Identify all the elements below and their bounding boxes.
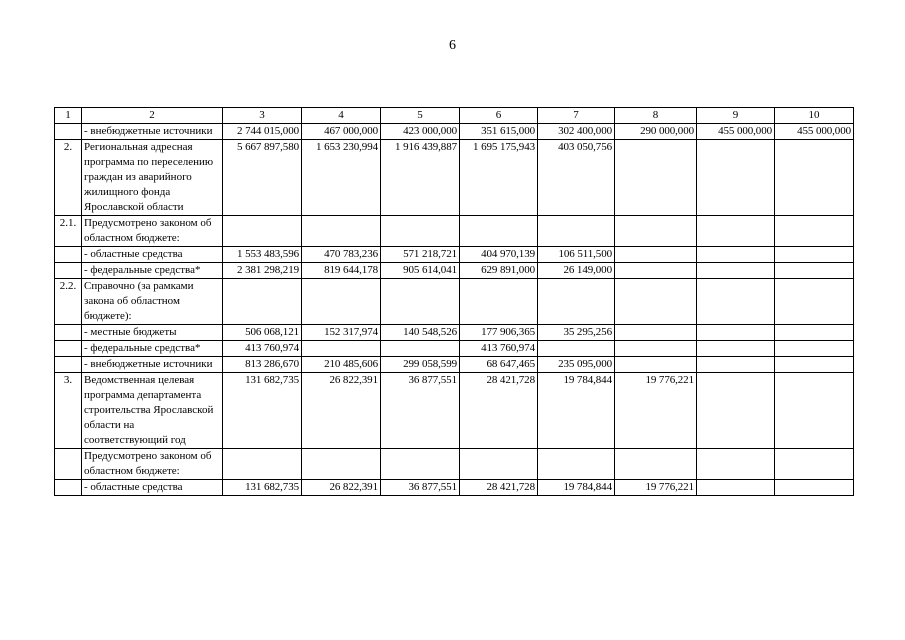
value-cell-col-3: 413 760,974 — [223, 341, 302, 357]
value-cell-col-5: 36 877,551 — [381, 480, 460, 496]
table-body — [55, 108, 854, 496]
value-cell-col-9 — [697, 279, 775, 325]
value-cell-col-4: 210 485,606 — [302, 357, 381, 373]
value-cell-col-10 — [775, 216, 854, 247]
budget-table — [54, 107, 854, 496]
row-name-cell: Региональная адресная программа по переселению граждан из аварийного жилищного фонда Ярославской области — [82, 140, 223, 216]
value-cell-col-3: 131 682,735 — [223, 373, 302, 449]
value-cell-col-4: 26 822,391 — [302, 480, 381, 496]
row-name-cell: - федеральные средства* — [82, 263, 223, 279]
value-cell-col-8 — [615, 263, 697, 279]
table-row — [55, 357, 854, 373]
table-row — [55, 140, 854, 216]
row-name-cell: Предусмотрено законом об областном бюджете: — [82, 216, 223, 247]
value-cell-col-5: 299 058,599 — [381, 357, 460, 373]
table-row — [55, 216, 854, 247]
row-index-cell — [55, 247, 82, 263]
value-cell-col-5: 1 916 439,887 — [381, 140, 460, 216]
row-name-cell: - федеральные средства* — [82, 341, 223, 357]
row-name-cell: Предусмотрено законом об областном бюджете: — [82, 449, 223, 480]
value-cell-col-10 — [775, 140, 854, 216]
value-cell-col-5 — [381, 341, 460, 357]
row-index-cell: 3. — [55, 373, 82, 449]
row-index-cell — [55, 263, 82, 279]
value-cell-col-9 — [697, 263, 775, 279]
value-cell-col-4 — [302, 279, 381, 325]
header-cell-10: 10 — [775, 108, 854, 124]
header-cell-5: 5 — [381, 108, 460, 124]
value-cell-col-3: 813 286,670 — [223, 357, 302, 373]
value-cell-col-9 — [697, 140, 775, 216]
row-index-cell — [55, 341, 82, 357]
header-cell-6: 6 — [460, 108, 538, 124]
value-cell-col-3 — [223, 216, 302, 247]
value-cell-col-9 — [697, 247, 775, 263]
value-cell-col-4: 26 822,391 — [302, 373, 381, 449]
table-row — [55, 247, 854, 263]
value-cell-col-9 — [697, 325, 775, 341]
header-cell-2: 2 — [82, 108, 223, 124]
table-row — [55, 325, 854, 341]
value-cell-col-3: 2 744 015,000 — [223, 124, 302, 140]
value-cell-col-6: 351 615,000 — [460, 124, 538, 140]
value-cell-col-4 — [302, 341, 381, 357]
value-cell-col-10: 455 000,000 — [775, 124, 854, 140]
value-cell-col-5: 423 000,000 — [381, 124, 460, 140]
value-cell-col-4: 470 783,236 — [302, 247, 381, 263]
value-cell-col-4: 152 317,974 — [302, 325, 381, 341]
value-cell-col-10 — [775, 373, 854, 449]
table-row — [55, 341, 854, 357]
value-cell-col-7: 19 784,844 — [538, 373, 615, 449]
header-cell-9: 9 — [697, 108, 775, 124]
row-index-cell — [55, 325, 82, 341]
value-cell-col-3 — [223, 449, 302, 480]
value-cell-col-5 — [381, 216, 460, 247]
row-index-cell — [55, 357, 82, 373]
value-cell-col-6: 68 647,465 — [460, 357, 538, 373]
value-cell-col-4 — [302, 216, 381, 247]
row-name-cell: - областные средства — [82, 480, 223, 496]
value-cell-col-3: 5 667 897,580 — [223, 140, 302, 216]
value-cell-col-7 — [538, 216, 615, 247]
value-cell-col-6: 177 906,365 — [460, 325, 538, 341]
value-cell-col-3: 1 553 483,596 — [223, 247, 302, 263]
value-cell-col-8 — [615, 216, 697, 247]
value-cell-col-7: 26 149,000 — [538, 263, 615, 279]
value-cell-col-7: 302 400,000 — [538, 124, 615, 140]
value-cell-col-7: 106 511,500 — [538, 247, 615, 263]
value-cell-col-10 — [775, 279, 854, 325]
value-cell-col-7: 35 295,256 — [538, 325, 615, 341]
value-cell-col-8 — [615, 247, 697, 263]
row-index-cell — [55, 449, 82, 480]
row-index-cell — [55, 480, 82, 496]
value-cell-col-5: 140 548,526 — [381, 325, 460, 341]
value-cell-col-9 — [697, 480, 775, 496]
value-cell-col-5: 36 877,551 — [381, 373, 460, 449]
value-cell-col-9 — [697, 357, 775, 373]
header-cell-4: 4 — [302, 108, 381, 124]
value-cell-col-6 — [460, 449, 538, 480]
value-cell-col-6: 28 421,728 — [460, 373, 538, 449]
value-cell-col-10 — [775, 325, 854, 341]
value-cell-col-8: 290 000,000 — [615, 124, 697, 140]
value-cell-col-9 — [697, 373, 775, 449]
table-row — [55, 263, 854, 279]
table-row — [55, 480, 854, 496]
value-cell-col-5: 905 614,041 — [381, 263, 460, 279]
value-cell-col-8 — [615, 325, 697, 341]
value-cell-col-4: 467 000,000 — [302, 124, 381, 140]
value-cell-col-10 — [775, 341, 854, 357]
value-cell-col-7: 403 050,756 — [538, 140, 615, 216]
value-cell-col-9 — [697, 216, 775, 247]
row-index-cell: 2. — [55, 140, 82, 216]
row-name-cell: - внебюджетные источники — [82, 124, 223, 140]
value-cell-col-8 — [615, 140, 697, 216]
value-cell-col-8 — [615, 449, 697, 480]
row-name-cell: Ведомственная целевая программа департамента строительства Ярославской области на соответствующий год — [82, 373, 223, 449]
value-cell-col-6: 404 970,139 — [460, 247, 538, 263]
value-cell-col-5: 571 218,721 — [381, 247, 460, 263]
value-cell-col-10 — [775, 263, 854, 279]
row-index-cell: 2.2. — [55, 279, 82, 325]
row-name-cell: - внебюджетные источники — [82, 357, 223, 373]
value-cell-col-6: 629 891,000 — [460, 263, 538, 279]
header-cell-1: 1 — [55, 108, 82, 124]
header-cell-8: 8 — [615, 108, 697, 124]
table-row — [55, 449, 854, 480]
value-cell-col-5 — [381, 279, 460, 325]
value-cell-col-6: 413 760,974 — [460, 341, 538, 357]
value-cell-col-3 — [223, 279, 302, 325]
value-cell-col-8: 19 776,221 — [615, 373, 697, 449]
row-index-cell: 2.1. — [55, 216, 82, 247]
page-number: 6 — [449, 38, 456, 53]
value-cell-col-7 — [538, 449, 615, 480]
row-index-cell — [55, 124, 82, 140]
value-cell-col-9 — [697, 341, 775, 357]
row-name-cell: - областные средства — [82, 247, 223, 263]
value-cell-col-3: 2 381 298,219 — [223, 263, 302, 279]
value-cell-col-5 — [381, 449, 460, 480]
value-cell-col-4: 819 644,178 — [302, 263, 381, 279]
value-cell-col-6: 28 421,728 — [460, 480, 538, 496]
row-name-cell: Справочно (за рамками закона об областном бюджете): — [82, 279, 223, 325]
value-cell-col-3: 131 682,735 — [223, 480, 302, 496]
value-cell-col-8 — [615, 357, 697, 373]
value-cell-col-6: 1 695 175,943 — [460, 140, 538, 216]
value-cell-col-6 — [460, 216, 538, 247]
row-name-cell: - местные бюджеты — [82, 325, 223, 341]
value-cell-col-6 — [460, 279, 538, 325]
value-cell-col-8 — [615, 341, 697, 357]
value-cell-col-10 — [775, 357, 854, 373]
value-cell-col-4: 1 653 230,994 — [302, 140, 381, 216]
value-cell-col-9: 455 000,000 — [697, 124, 775, 140]
value-cell-col-7 — [538, 341, 615, 357]
value-cell-col-4 — [302, 449, 381, 480]
table-row — [55, 124, 854, 140]
value-cell-col-8 — [615, 279, 697, 325]
value-cell-col-10 — [775, 480, 854, 496]
value-cell-col-3: 506 068,121 — [223, 325, 302, 341]
table-row — [55, 373, 854, 449]
value-cell-col-10 — [775, 449, 854, 480]
table-header-row — [55, 108, 854, 124]
table-row — [55, 279, 854, 325]
value-cell-col-10 — [775, 247, 854, 263]
value-cell-col-9 — [697, 449, 775, 480]
value-cell-col-7: 19 784,844 — [538, 480, 615, 496]
value-cell-col-7 — [538, 279, 615, 325]
header-cell-7: 7 — [538, 108, 615, 124]
value-cell-col-7: 235 095,000 — [538, 357, 615, 373]
value-cell-col-8: 19 776,221 — [615, 480, 697, 496]
header-cell-3: 3 — [223, 108, 302, 124]
